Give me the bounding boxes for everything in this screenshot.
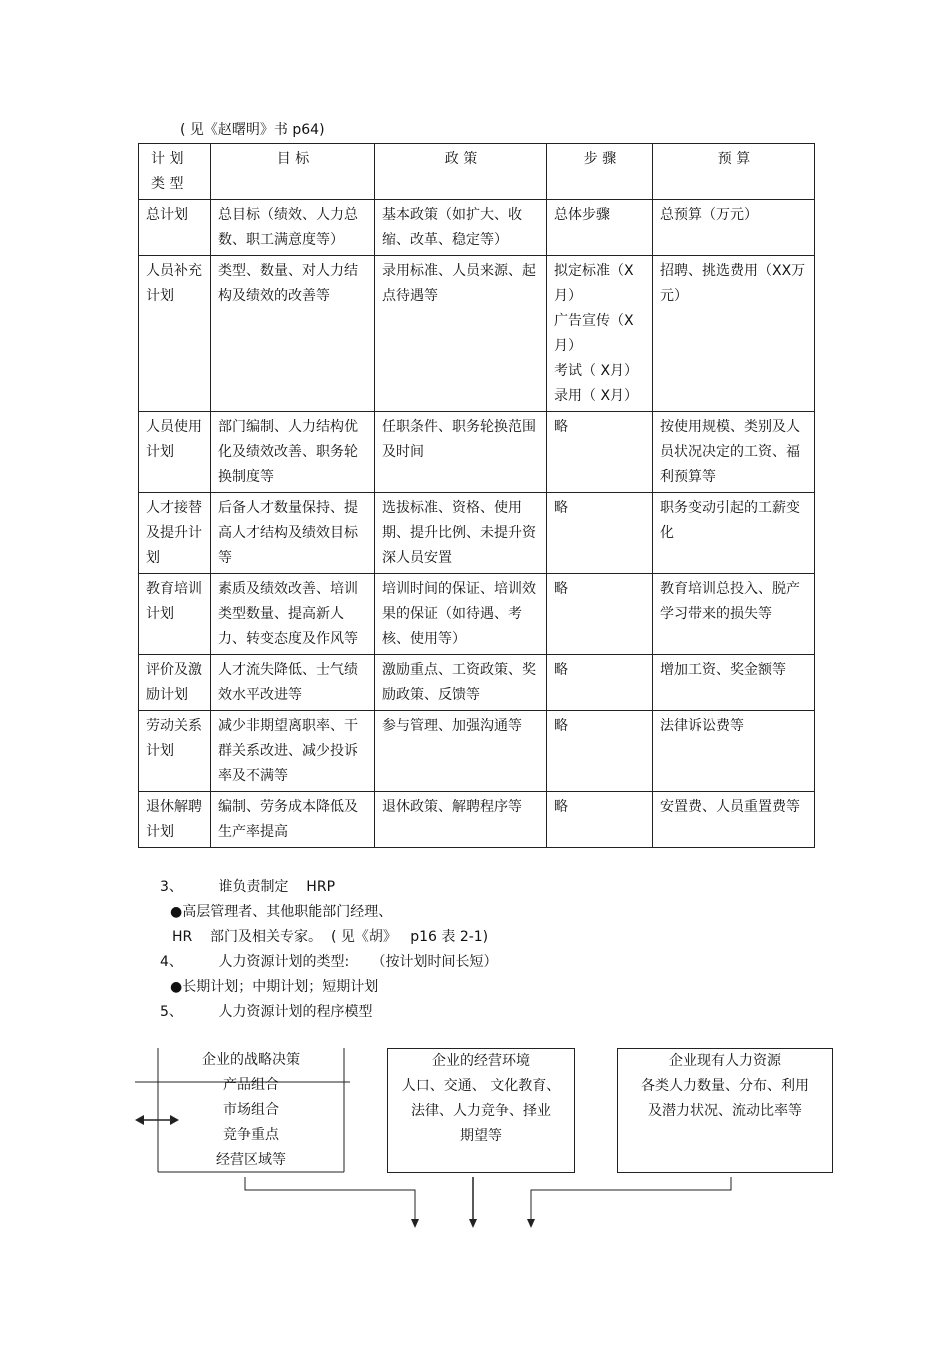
current-hr-box [617, 1048, 833, 1173]
section-3-heading: 3、 谁负责制定 HRP [160, 879, 336, 895]
table-cell: 职务变动引起的工薪变化 [653, 493, 815, 574]
table-cell: 总目标（绩效、人力总数、职工满意度等） [211, 200, 375, 256]
strategy-box [158, 1047, 344, 1172]
environment-box-title: 企业的经营环境 [432, 1053, 530, 1069]
table-cell: 退休解聘计划 [139, 792, 211, 848]
table-cell: 培训时间的保证、培训效果的保证（如待遇、考核、使用等） [375, 574, 547, 655]
table-cell: 素质及绩效改善、培训类型数量、提高新人力、转变态度及作风等 [211, 574, 375, 655]
current-hr-box-line: 各类人力数量、分布、利用 [641, 1078, 809, 1094]
strategy-box-line: 竞争重点 [223, 1127, 279, 1143]
strategy-box-line: 产品组合 [223, 1077, 279, 1093]
table-cell: 减少非期望离职率、干群关系改进、减少投诉率及不满等 [211, 711, 375, 792]
table-cell: 劳动关系计划 [139, 711, 211, 792]
current-hr-box-line: 及潜力状况、流动比率等 [648, 1103, 802, 1119]
current-hr-box-title: 企业现有人力资源 [669, 1053, 781, 1069]
table-cell: 参与管理、加强沟通等 [375, 711, 547, 792]
table-cell: 法律诉讼费等 [653, 711, 815, 792]
table-header-cell: 计 划 类 型 [139, 144, 211, 200]
section-3-item-2: HR 部门及相关专家。 ( 见《胡》 p16 表 2-1) [172, 929, 489, 945]
table-cell: 总预算（万元） [653, 200, 815, 256]
environment-box-line: 期望等 [460, 1128, 502, 1144]
table-cell: 略 [547, 493, 653, 574]
arrow-down-icon [469, 1219, 477, 1228]
table-cell: 部门编制、人力结构优化及绩效改善、职务轮换制度等 [211, 412, 375, 493]
table-cell: 选拔标准、资格、使用期、提升比例、未提升资深人员安置 [375, 493, 547, 574]
section-3-item-1: ●高层管理者、其他职能部门经理、 [170, 904, 393, 920]
table-cell: 激励重点、工资政策、奖励政策、反馈等 [375, 655, 547, 711]
table-cell: 评价及激励计划 [139, 655, 211, 711]
strategy-box-title: 企业的战略决策 [202, 1052, 300, 1068]
strategy-box-line: 经营区域等 [216, 1152, 286, 1168]
table-cell: 后备人才数量保持、提高人才结构及绩效目标等 [211, 493, 375, 574]
table-header-cell: 步 骤 [547, 144, 653, 200]
table-cell: 基本政策（如扩大、收缩、改革、稳定等） [375, 200, 547, 256]
reference-note: ( 见《赵曙明》书 p64) [180, 122, 325, 138]
table-cell: 任职条件、职务轮换范围及时间 [375, 412, 547, 493]
table-cell: 安置费、人员重置费等 [653, 792, 815, 848]
table-cell: 拟定标准（X月） 广告宣传（X月） 考试（ X月） 录用（ X月） [547, 256, 653, 412]
table-cell: 人员使用计划 [139, 412, 211, 493]
table-cell: 人员补充计划 [139, 256, 211, 412]
table-cell: 人才接替及提升计划 [139, 493, 211, 574]
table-cell: 总体步骤 [547, 200, 653, 256]
table-cell: 退休政策、解聘程序等 [375, 792, 547, 848]
environment-box [387, 1048, 575, 1173]
table-cell: 略 [547, 655, 653, 711]
table-header-cell: 目 标 [211, 144, 375, 200]
table-cell: 教育培训计划 [139, 574, 211, 655]
section-4-item: ●长期计划；中期计划；短期计划 [170, 979, 379, 995]
section-4-heading: 4、 人力资源计划的类型: （按计划时间长短） [160, 954, 498, 970]
table-cell: 按使用规模、类别及人员状况决定的工资、福利预算等 [653, 412, 815, 493]
table-header-cell: 政 策 [375, 144, 547, 200]
table-header-cell: 预 算 [653, 144, 815, 200]
table-cell: 录用标准、人员来源、起点待遇等 [375, 256, 547, 412]
arrow-down-icon [527, 1219, 535, 1228]
table-cell: 教育培训总投入、脱产学习带来的损失等 [653, 574, 815, 655]
table-cell: 总计划 [139, 200, 211, 256]
table-cell: 人才流失降低、士气绩效水平改进等 [211, 655, 375, 711]
table-cell: 编制、劳务成本降低及生产率提高 [211, 792, 375, 848]
table-cell: 增加工资、奖金额等 [653, 655, 815, 711]
table-cell: 略 [547, 412, 653, 493]
table-cell: 略 [547, 574, 653, 655]
table-cell: 类型、数量、对人力结构及绩效的改善等 [211, 256, 375, 412]
arrow-down-icon [411, 1219, 419, 1228]
strategy-box-line: 市场组合 [223, 1102, 279, 1118]
environment-box-line: 法律、人力竞争、择业 [411, 1103, 551, 1119]
table-cell: 略 [547, 711, 653, 792]
section-5-heading: 5、 人力资源计划的程序模型 [160, 1004, 373, 1020]
environment-box-line: 人口、交通、 文化教育、 [401, 1078, 561, 1094]
table-cell: 略 [547, 792, 653, 848]
table-cell: 招聘、挑选费用（XX万元） [653, 256, 815, 412]
